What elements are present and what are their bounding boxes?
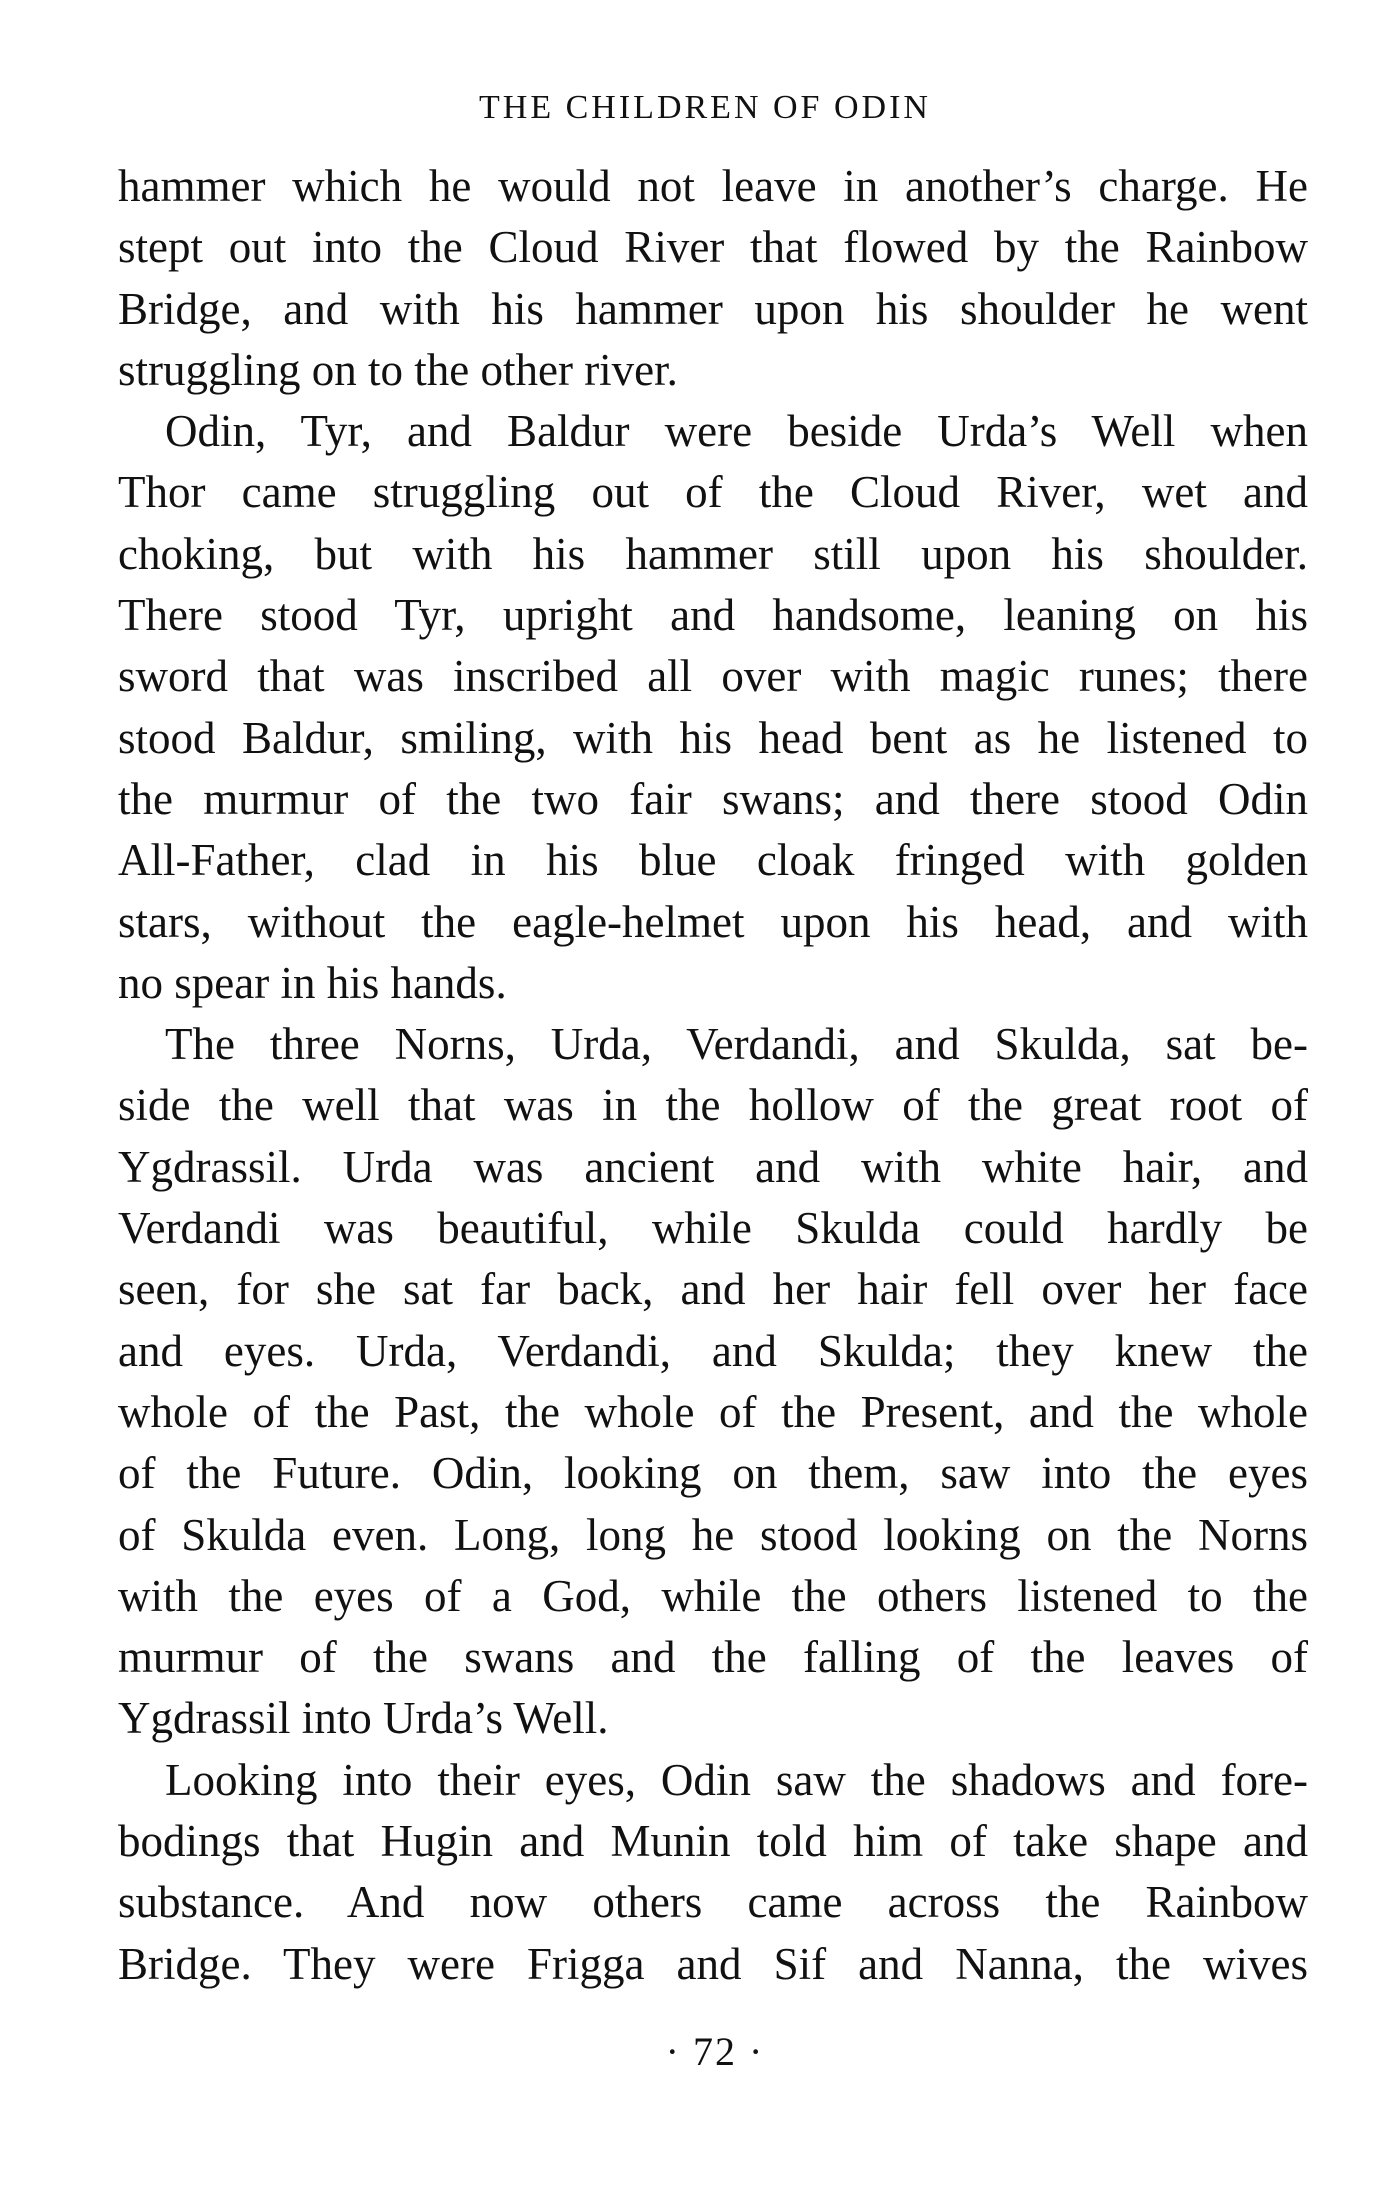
text-line: Bridge. They were Frigga and Sif and Nanna, the wives xyxy=(118,1938,1308,1989)
text-line: side the well that was in the hollow of the great root of xyxy=(118,1080,1308,1131)
page-number: · 72 · xyxy=(665,2029,765,2074)
text-line: Thor came struggling out of the Cloud River, wet and xyxy=(118,467,1308,518)
text-line: no spear in his hands. xyxy=(118,957,507,1008)
text-line: sword that was inscribed all over with magic runes; there xyxy=(118,651,1308,702)
paragraph xyxy=(118,156,1308,401)
text-line: whole of the Past, the whole of the Present, and the whole xyxy=(118,1386,1308,1437)
body-text xyxy=(118,156,1308,1995)
text-line: and eyes. Urda, Verdandi, and Skulda; they knew the xyxy=(118,1325,1308,1376)
text-line: Looking into their eyes, Odin saw the shadows and fore- xyxy=(165,1754,1308,1805)
text-line: substance. And now others came across the Rainbow xyxy=(118,1877,1308,1928)
text-line: All-Father, clad in his blue cloak fringed with golden xyxy=(118,835,1308,886)
text-line: Bridge, and with his hammer upon his shoulder he went xyxy=(118,283,1308,334)
text-line: Ygdrassil into Urda’s Well. xyxy=(118,1693,609,1744)
text-line: the murmur of the two fair swans; and there stood Odin xyxy=(118,773,1308,824)
text-line: of the Future. Odin, looking on them, saw into the eyes xyxy=(118,1448,1308,1499)
text-line: choking, but with his hammer still upon his shoulder. xyxy=(118,528,1308,579)
text-line: Verdandi was beautiful, while Skulda could hardly be xyxy=(118,1203,1308,1254)
text-line: There stood Tyr, upright and handsome, leaning on his xyxy=(118,590,1308,641)
text-line: stept out into the Cloud River that flowed by the Rainbow xyxy=(118,222,1308,273)
paragraph xyxy=(118,1014,1308,1750)
text-line: with the eyes of a God, while the others listened to the xyxy=(118,1570,1308,1621)
text-line: hammer which he would not leave in another’s charge. He xyxy=(118,161,1308,211)
running-head: THE CHILDREN OF ODIN xyxy=(479,89,931,126)
text-line: of Skulda even. Long, long he stood looking on the Norns xyxy=(118,1509,1308,1560)
text-line: bodings that Hugin and Munin told him of take shape and xyxy=(118,1816,1308,1867)
text-line: Odin, Tyr, and Baldur were beside Urda’s Well when xyxy=(165,406,1308,457)
text-line: stood Baldur, smiling, with his head bent as he listened to xyxy=(118,712,1308,763)
paragraph xyxy=(118,1750,1308,1995)
text-line: Ygdrassil. Urda was ancient and with white hair, and xyxy=(118,1141,1308,1192)
text-line: murmur of the swans and the falling of the leaves of xyxy=(118,1632,1308,1683)
text-line: The three Norns, Urda, Verdandi, and Skulda, sat be- xyxy=(165,1019,1308,1070)
text-line: struggling on to the other river. xyxy=(118,344,678,395)
paragraph xyxy=(118,401,1308,1014)
text-line: stars, without the eagle-helmet upon his head, and with xyxy=(118,896,1308,947)
text-line: seen, for she sat far back, and her hair fell over her face xyxy=(118,1264,1308,1315)
